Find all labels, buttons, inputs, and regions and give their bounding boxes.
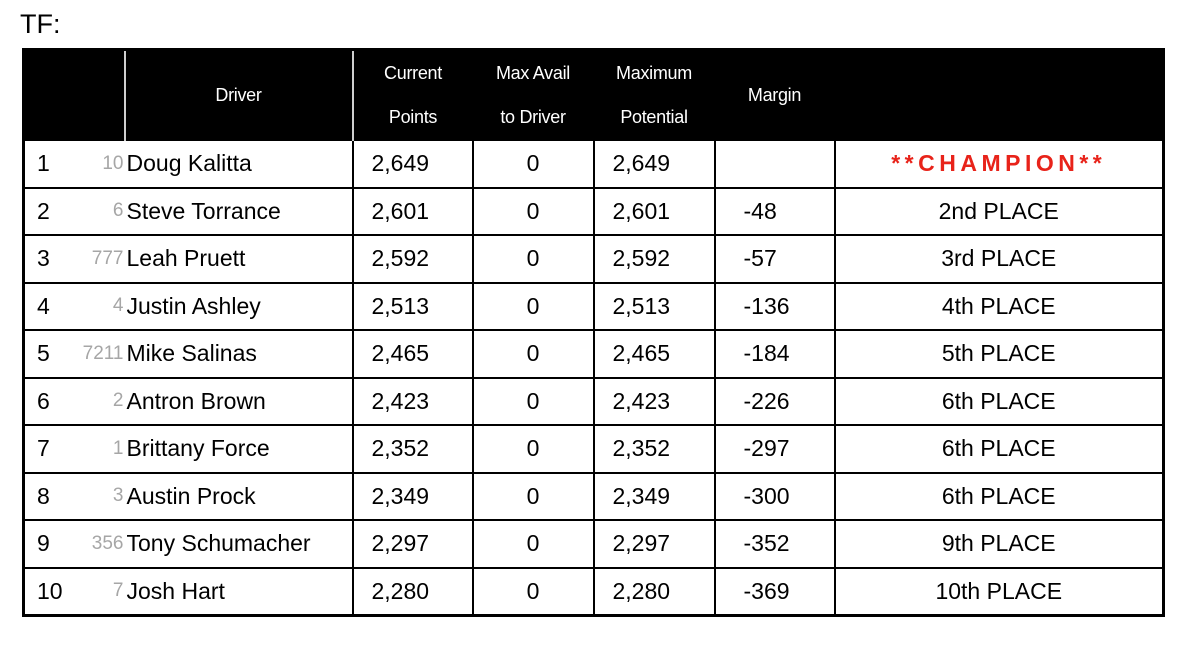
place-cell: 3rd PLACE <box>835 235 1164 283</box>
margin-cell: -48 <box>715 188 835 236</box>
rank-cell: 3 <box>24 235 60 283</box>
table-header <box>24 50 1164 141</box>
driver-name-cell: Tony Schumacher <box>125 520 353 568</box>
current-points-cell: 2,423 <box>353 378 473 426</box>
table-row <box>24 378 1164 426</box>
max-avail-cell: 0 <box>473 235 594 283</box>
maximum-potential-cell: 2,423 <box>594 378 715 426</box>
max-avail-cell: 0 <box>473 520 594 568</box>
margin-cell: -297 <box>715 425 835 473</box>
header-maximum-potential <box>594 50 715 141</box>
maximum-potential-cell: 2,513 <box>594 283 715 331</box>
maximum-potential-cell: 2,352 <box>594 425 715 473</box>
max-avail-cell: 0 <box>473 378 594 426</box>
car-number-cell: 10 <box>60 140 125 188</box>
place-cell: 6th PLACE <box>835 425 1164 473</box>
driver-name-cell: Austin Prock <box>125 473 353 521</box>
current-points-cell: 2,297 <box>353 520 473 568</box>
car-number-cell: 4 <box>60 283 125 331</box>
car-number-cell: 7 <box>60 568 125 616</box>
table-row <box>24 235 1164 283</box>
driver-name-cell: Steve Torrance <box>125 188 353 236</box>
car-number-cell: 7211 <box>60 330 125 378</box>
maximum-potential-cell: 2,297 <box>594 520 715 568</box>
driver-name-cell: Antron Brown <box>125 378 353 426</box>
header-margin: Margin <box>715 50 835 141</box>
margin-cell: -226 <box>715 378 835 426</box>
driver-name-cell: Doug Kalitta <box>125 140 353 188</box>
current-points-cell: 2,513 <box>353 283 473 331</box>
table-row <box>24 188 1164 236</box>
car-number-cell: 1 <box>60 425 125 473</box>
place-cell: 6th PLACE <box>835 378 1164 426</box>
driver-name-cell: Leah Pruett <box>125 235 353 283</box>
current-points-cell: 2,352 <box>353 425 473 473</box>
margin-cell: -136 <box>715 283 835 331</box>
rank-cell: 1 <box>24 140 60 188</box>
header-max-avail-line2: to Driver <box>500 107 566 127</box>
maximum-potential-cell: 2,649 <box>594 140 715 188</box>
car-number-cell: 3 <box>60 473 125 521</box>
max-avail-cell: 0 <box>473 188 594 236</box>
rank-cell: 2 <box>24 188 60 236</box>
margin-cell: -300 <box>715 473 835 521</box>
table-row <box>24 330 1164 378</box>
margin-cell <box>715 140 835 188</box>
current-points-cell: 2,349 <box>353 473 473 521</box>
header-row <box>24 50 1164 141</box>
margin-cell: -184 <box>715 330 835 378</box>
maximum-potential-cell: 2,349 <box>594 473 715 521</box>
place-cell: 6th PLACE <box>835 473 1164 521</box>
rank-cell: 10 <box>24 568 60 616</box>
rank-cell: 6 <box>24 378 60 426</box>
current-points-cell: 2,649 <box>353 140 473 188</box>
champion-badge: **CHAMPION** <box>835 140 1164 188</box>
current-points-cell: 2,280 <box>353 568 473 616</box>
driver-name-cell: Josh Hart <box>125 568 353 616</box>
header-max-avail <box>473 50 594 141</box>
header-current-points <box>353 50 473 141</box>
place-cell: 2nd PLACE <box>835 188 1164 236</box>
max-avail-cell: 0 <box>473 568 594 616</box>
header-driver: Driver <box>125 50 353 141</box>
rank-cell: 4 <box>24 283 60 331</box>
rank-cell: 9 <box>24 520 60 568</box>
current-points-cell: 2,592 <box>353 235 473 283</box>
header-maximum-potential-line1: Maximum <box>616 63 692 83</box>
driver-name-cell: Justin Ashley <box>125 283 353 331</box>
current-points-cell: 2,601 <box>353 188 473 236</box>
standings-table <box>22 48 1165 617</box>
table-row <box>24 520 1164 568</box>
table-row <box>24 473 1164 521</box>
place-cell: 10th PLACE <box>835 568 1164 616</box>
table-body <box>24 140 1164 616</box>
table-row <box>24 425 1164 473</box>
current-points-cell: 2,465 <box>353 330 473 378</box>
car-number-cell: 2 <box>60 378 125 426</box>
header-place <box>835 50 1164 141</box>
table-row <box>24 140 1164 188</box>
max-avail-cell: 0 <box>473 330 594 378</box>
rank-cell: 5 <box>24 330 60 378</box>
place-cell: 5th PLACE <box>835 330 1164 378</box>
table-row <box>24 283 1164 331</box>
max-avail-cell: 0 <box>473 425 594 473</box>
header-maximum-potential-line2: Potential <box>620 107 688 127</box>
margin-cell: -57 <box>715 235 835 283</box>
header-current-points-line2: Points <box>388 107 438 127</box>
car-number-cell: 777 <box>60 235 125 283</box>
place-cell: 9th PLACE <box>835 520 1164 568</box>
max-avail-cell: 0 <box>473 473 594 521</box>
max-avail-cell: 0 <box>473 283 594 331</box>
driver-name-cell: Brittany Force <box>125 425 353 473</box>
max-avail-cell: 0 <box>473 140 594 188</box>
maximum-potential-cell: 2,601 <box>594 188 715 236</box>
page-title: TF: <box>20 9 61 39</box>
maximum-potential-cell: 2,280 <box>594 568 715 616</box>
car-number-cell: 6 <box>60 188 125 236</box>
car-number-cell: 356 <box>60 520 125 568</box>
maximum-potential-cell: 2,465 <box>594 330 715 378</box>
rank-cell: 7 <box>24 425 60 473</box>
margin-cell: -369 <box>715 568 835 616</box>
header-current-points-line1: Current <box>384 63 442 83</box>
driver-name-cell: Mike Salinas <box>125 330 353 378</box>
rank-cell: 8 <box>24 473 60 521</box>
table-row <box>24 568 1164 616</box>
place-cell: 4th PLACE <box>835 283 1164 331</box>
margin-cell: -352 <box>715 520 835 568</box>
header-max-avail-line1: Max Avail <box>495 63 570 83</box>
header-blank <box>24 50 125 141</box>
maximum-potential-cell: 2,592 <box>594 235 715 283</box>
